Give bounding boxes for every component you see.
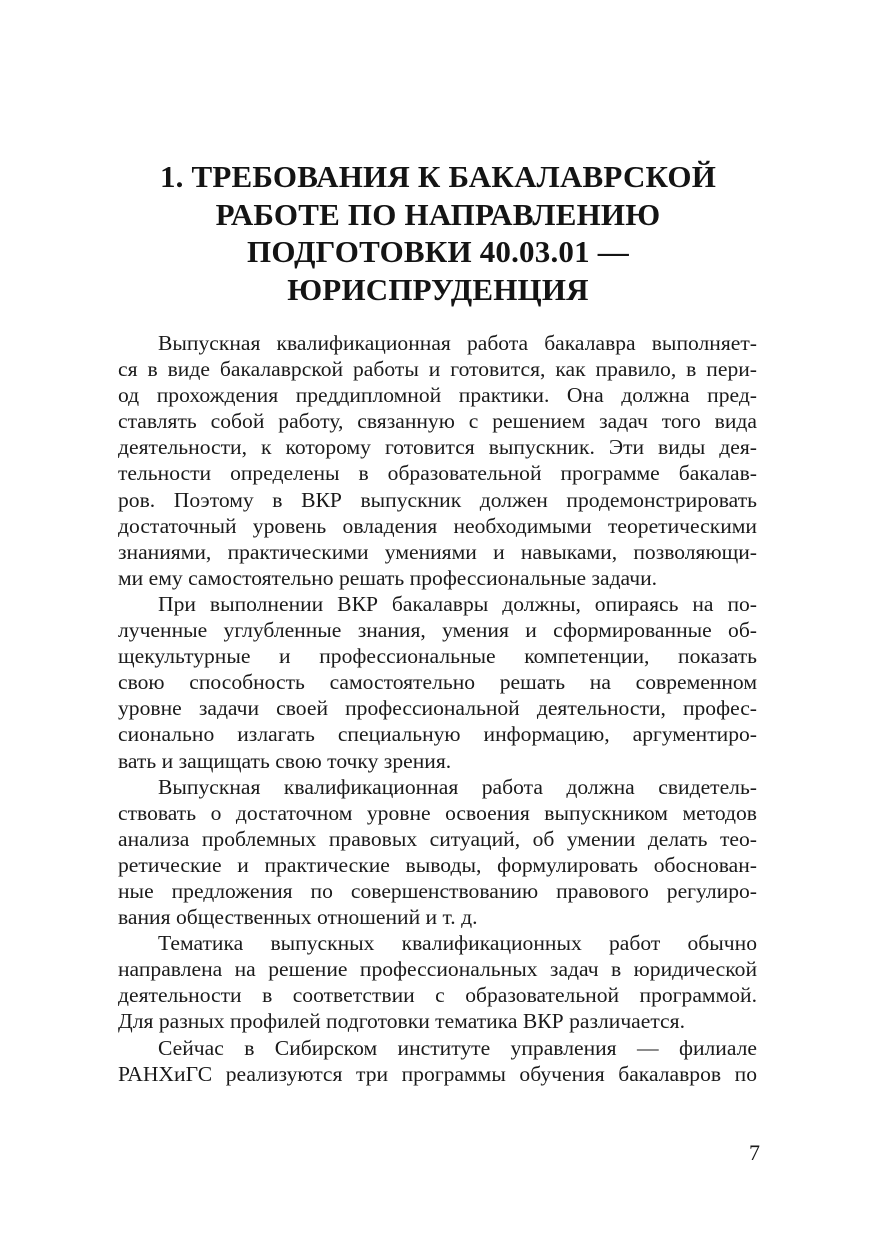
text-line: щекультурные и профессиональные компетенции, показать <box>118 644 757 669</box>
paragraph-1 <box>118 330 757 591</box>
text-line: тельности определены в образовательной программе бакалав- <box>118 461 757 486</box>
text-line: РАНХиГС реализуются три программы обучения бакалавров по <box>118 1061 757 1086</box>
text-line: ров. Поэтому в ВКР выпускник должен продемонстрировать <box>118 487 757 512</box>
text-line: При выполнении ВКР бакалавры должны, опираясь на по- <box>158 591 757 616</box>
text-line: деятельности в соответствии с образовательной программой. <box>118 983 757 1008</box>
paragraph-2 <box>118 591 757 774</box>
chapter-title-line: 1. ТРЕБОВАНИЯ К БАКАЛАВРСКОЙ <box>159 159 717 194</box>
text-line: вания общественных отношений и т. д. <box>118 905 478 930</box>
text-line: лученные углубленные знания, умения и сформированные об- <box>118 618 757 643</box>
text-line: ся в виде бакалаврской работы и готовится, как правило, в пери- <box>118 357 757 382</box>
paragraph-4 <box>118 930 757 1034</box>
text-line: сионально излагать специальную информацию, аргументиро- <box>118 722 757 747</box>
text-line: вать и защищать свою точку зрения. <box>118 748 452 773</box>
text-line: знаниями, практическими умениями и навыками, позволяющи- <box>118 539 757 564</box>
text-line: ретические и практические выводы, формулировать обоснован- <box>118 852 757 877</box>
body-text <box>118 330 757 1087</box>
chapter-title <box>118 158 758 308</box>
text-line: Выпускная квалификационная работа должна свидетель- <box>158 774 757 799</box>
chapter-title-line: РАБОТЕ ПО НАПРАВЛЕНИЮ <box>215 196 661 232</box>
chapter-title-line: ПОДГОТОВКИ 40.03.01 — <box>247 234 629 269</box>
text-line: свою способность самостоятельно решать на современном <box>118 670 757 695</box>
text-line: Тематика выпускных квалификационных работ обычно <box>158 931 757 956</box>
page-number: 7 <box>749 1140 760 1165</box>
text-line: Для разных профилей подготовки тематика ВКР различается. <box>118 1009 685 1034</box>
text-line: анализа проблемных правовых ситуаций, об умении делать тео- <box>118 826 757 851</box>
text-line: направлена на решение профессиональных задач в юридической <box>118 957 757 982</box>
text-line: ставлять собой работу, связанную с решением задач того вида <box>118 409 757 434</box>
chapter-title-line: ЮРИСПРУДЕНЦИЯ <box>287 271 589 307</box>
text-line: ные предложения по совершенствованию правового регулиро- <box>118 878 757 903</box>
paragraph-3 <box>118 774 757 931</box>
text-line: ствовать о достаточном уровне освоения выпускником методов <box>118 800 757 825</box>
text-line: уровне задачи своей профессиональной деятельности, профес- <box>118 696 757 721</box>
paragraph-5 <box>118 1035 757 1087</box>
text-line: Выпускная квалификационная работа бакалавра выполняет- <box>158 331 757 355</box>
text-line: од прохождения преддипломной практики. Она должна пред- <box>118 383 757 408</box>
text-line: достаточный уровень овладения необходимыми теоретическими <box>118 513 757 538</box>
text-line: ми ему самостоятельно решать профессиональные задачи. <box>118 565 658 590</box>
text-line: Сейчас в Сибирском институте управления — филиале <box>158 1035 757 1060</box>
text-line: деятельности, к которому готовится выпускник. Эти виды дея- <box>118 435 757 460</box>
